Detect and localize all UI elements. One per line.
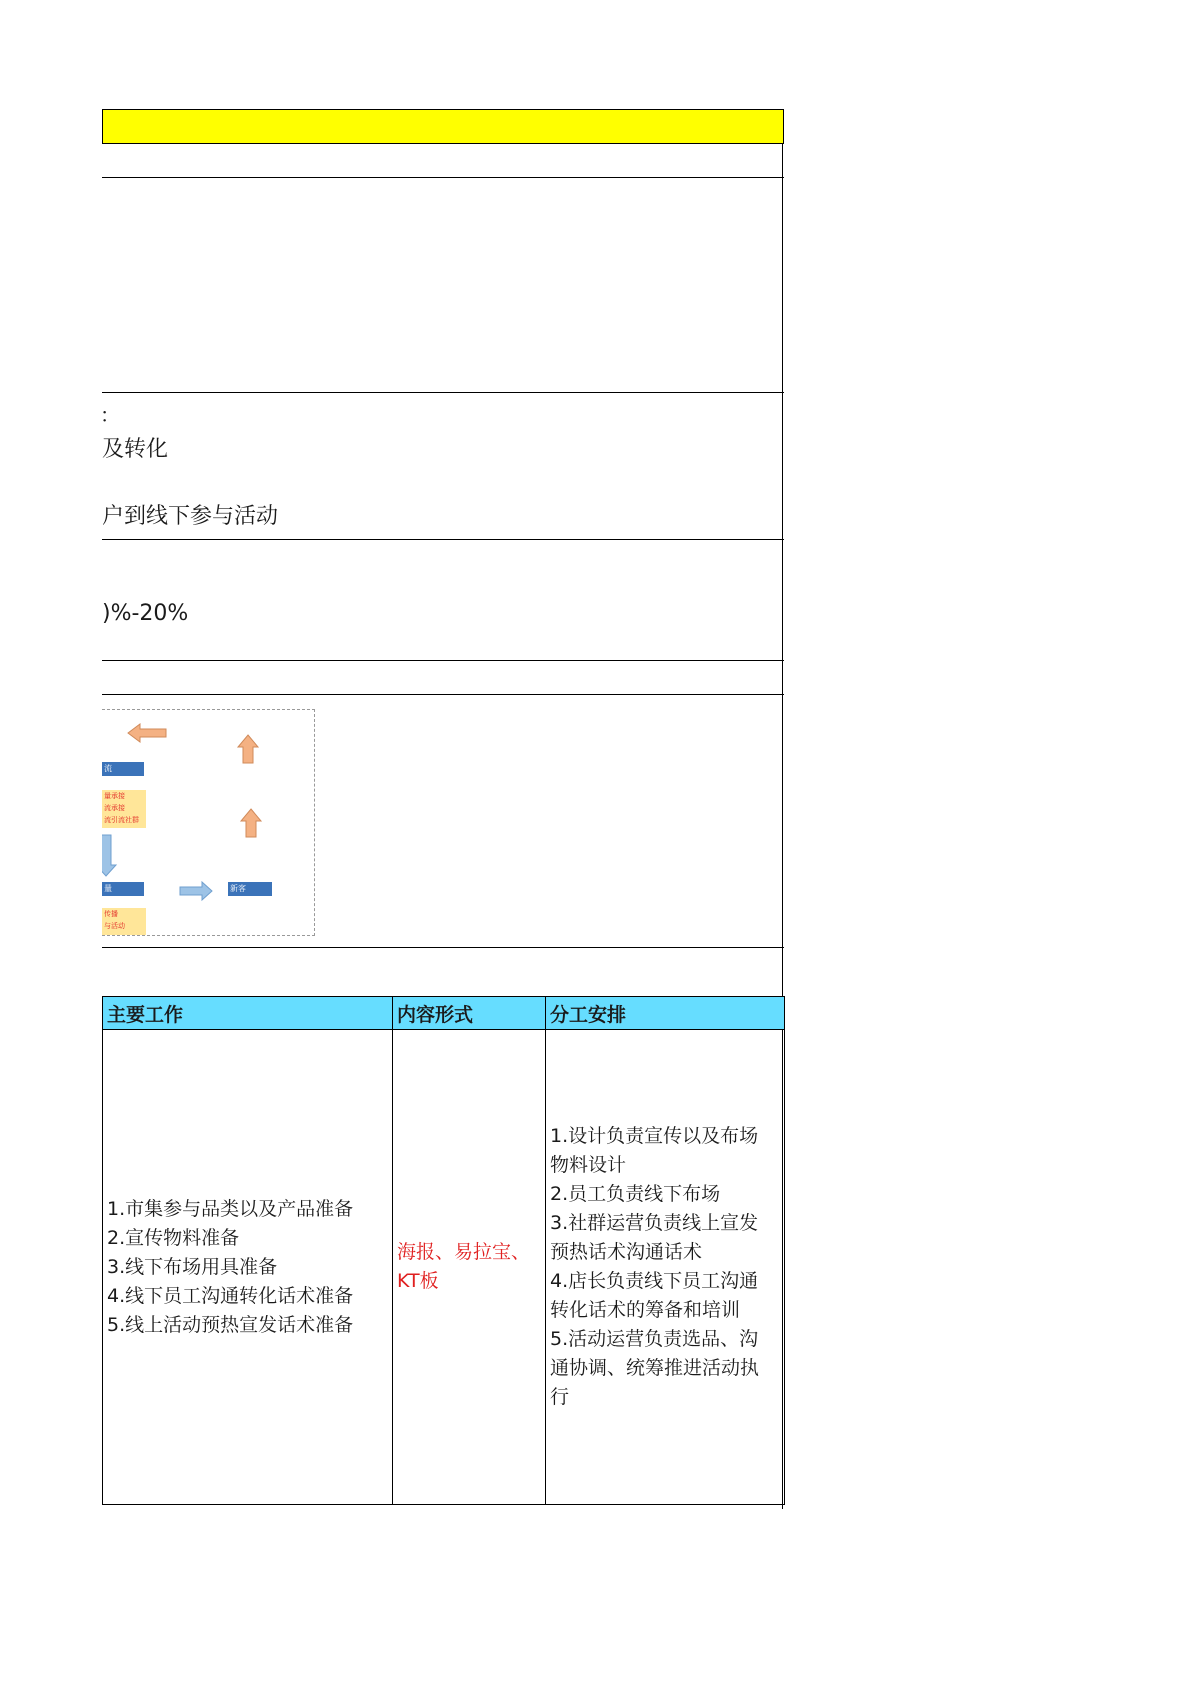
- row-divider: [102, 177, 784, 178]
- header-assignment: 分工安排: [546, 997, 785, 1030]
- list-item: 4.店长负责线下员工沟通: [550, 1270, 759, 1292]
- list-item: 转化话术的筹备和培训: [550, 1299, 741, 1321]
- table-header-row: [103, 997, 785, 1030]
- row-divider: [102, 392, 784, 393]
- flow-note-bottom: 传播 与活动: [102, 908, 146, 935]
- cut-off-text-percent: )%-20%: [102, 601, 189, 626]
- list-item: 4.线下员工沟通转化话术准备: [107, 1284, 354, 1307]
- yellow-header-bar: [102, 109, 784, 144]
- list-item: 行: [550, 1386, 570, 1408]
- cell-main-work: [103, 1030, 393, 1505]
- flow-diagram[interactable]: [102, 709, 315, 936]
- cut-off-text-offline: 户到线下参与活动: [102, 504, 279, 529]
- arrow-down-icon: [102, 835, 116, 876]
- table-row: [103, 1030, 785, 1505]
- list-item: 2.员工负责线下布场: [550, 1183, 721, 1205]
- cell-content-form: [393, 1030, 546, 1505]
- flow-note-top: 量承接 流承接 流引流社群: [102, 790, 146, 828]
- list-item: 3.社群运营负责线上宣发: [550, 1212, 759, 1234]
- content-form-line: KT板: [397, 1270, 439, 1292]
- list-item: 1.设计负责宣传以及布场: [550, 1125, 759, 1147]
- flow-box-new-customer: 新客: [228, 882, 272, 896]
- list-item: 5.活动运营负责选品、沟: [550, 1328, 759, 1350]
- arrow-up-icon: [238, 735, 258, 763]
- flow-box-bottom: 量: [102, 882, 144, 896]
- arrow-left-icon: [128, 724, 166, 742]
- row-divider: [102, 947, 784, 948]
- header-content-form: 内容形式: [393, 997, 546, 1030]
- cut-off-colon: ：: [100, 403, 120, 427]
- cut-off-text-convert: 及转化: [102, 437, 169, 462]
- list-item: 3.线下布场用具准备: [107, 1255, 278, 1278]
- task-table: [102, 996, 785, 1505]
- arrow-right-icon: [180, 882, 212, 900]
- flow-box-top: 流: [102, 762, 144, 776]
- content-form-line: 海报、易拉宝、: [397, 1241, 531, 1263]
- arrow-up-icon: [241, 809, 261, 837]
- row-divider: [102, 694, 784, 695]
- header-main-work: 主要工作: [103, 997, 393, 1030]
- row-divider: [102, 660, 784, 661]
- list-item: 5.线上活动预热宣发话术准备: [107, 1313, 354, 1336]
- list-item: 1.市集参与品类以及产品准备: [107, 1197, 354, 1220]
- list-item: 2.宣传物料准备: [107, 1226, 240, 1249]
- list-item: 通协调、统筹推进活动执: [550, 1357, 760, 1379]
- row-divider: [102, 539, 784, 540]
- cell-assignment: [546, 1030, 785, 1505]
- list-item: 物料设计: [550, 1154, 627, 1176]
- list-item: 预热话术沟通话术: [550, 1241, 703, 1263]
